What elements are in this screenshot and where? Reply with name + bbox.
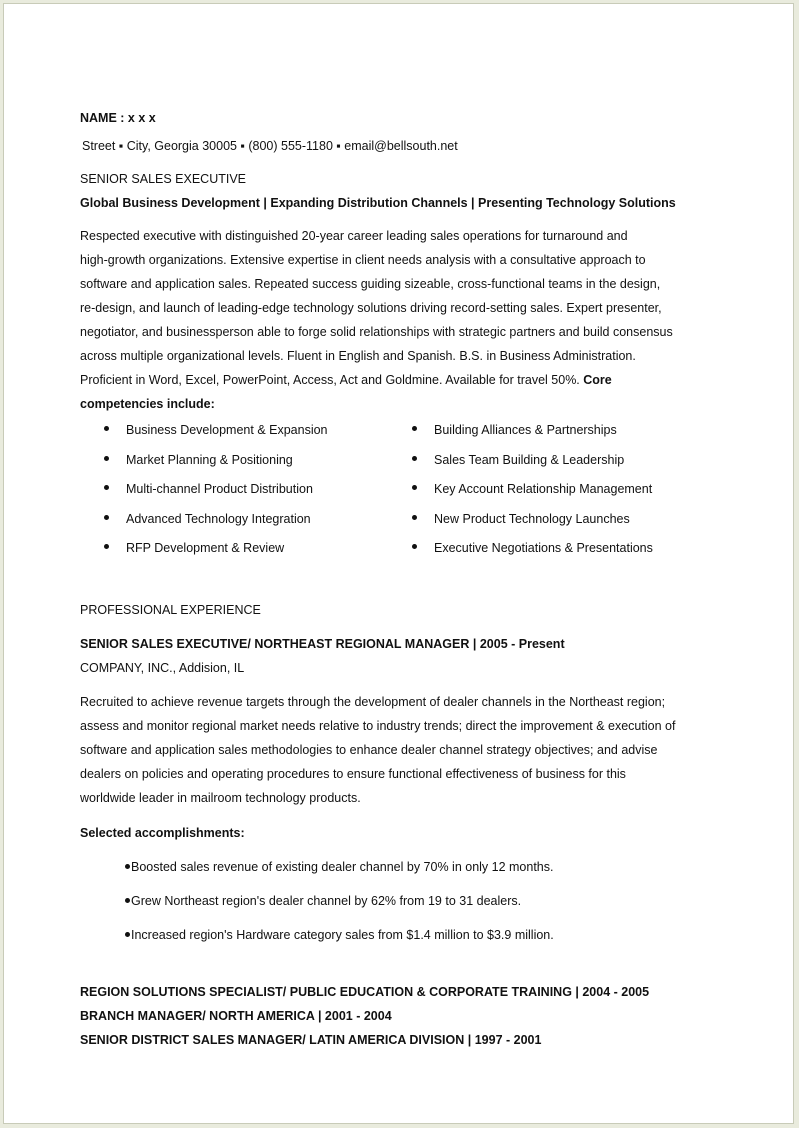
- list-item: Boosted sales revenue of existing dealer channel by 70% in only 12 months.: [125, 859, 554, 893]
- bullet-icon: [412, 426, 417, 431]
- competencies-label: competencies include:: [80, 397, 215, 411]
- role-line: BRANCH MANAGER/ NORTH AMERICA | 2001 - 2004: [80, 1009, 392, 1023]
- bullet-icon: [412, 515, 417, 520]
- job-title: SENIOR SALES EXECUTIVE/ NORTHEAST REGIONAL MANAGER | 2005 - Present: [80, 637, 565, 651]
- bullet-icon: [104, 515, 109, 520]
- summary-paragraph: [80, 224, 673, 416]
- bullet-icon: [412, 456, 417, 461]
- tagline: Global Business Development | Expanding Distribution Channels | Presenting Technology Solutions: [80, 196, 676, 210]
- candidate-name: NAME : x x x: [80, 111, 156, 125]
- summary-line: re-design, and launch of leading-edge technology solutions driving record-setting sales. Expert presenter,: [80, 301, 662, 315]
- list-item: Increased region's Hardware category sales from $1.4 million to $3.9 million.: [125, 927, 554, 961]
- resume-page: NAME : x x x Street ▪ City, Georgia 30005 ▪ (800) 555-1180 ▪ email@bellsouth.net SENIOR SALES EXECUTIVE Global Business Development | Expanding Distribution Channels | Presenting Technology Solutions Respected executive with distinguished 20-year career leading sales operations for turnaround and high-growth organizations. Extensive expertise in client needs analysis with a consultative approach to software and application sales. Repeated success guiding sizeable, cross-functional teams in the design, re-design, and launch of leading-edge technology solutions driving record-setting sales. Expert presenter, negotiator, and businessperson able to forge solid relationships with strategic partners and build consensus across multiple organizational levels. Fluent in English and Spanish. B.S. in Business Administration. Proficient in Word, Excel, PowerPoint, Access, Act and Goldmine. Available for travel 50%. Core competencies include: Business Development & Expansion Market Planning & Positioning Multi-channel Product Distribution Advanced Technology Integration RFP Development & Review Building Alliances & Partnerships Sales Team Building & Leadership Key Account Relationship Management New Product Technology Launches Executive Negotiations & Presentations PROFESSIONAL EXPERIENCE SENIOR SALES EXECUTIVE/ NORTHEAST REGIONAL MANAGER | 2005 - Present COMPANY, INC., Addision, IL Recruited to achieve revenue targets through the development of dealer channels in the Northeast region; assess and monitor regional market needs relative to industry trends; direct the improvement & execution of software and application sales methodologies to enhance dealer channel strategy objectives; and advise dealers on policies and operating procedures to ensure functional effectiveness of business for this worldwide leader in mailroom technology products. Selected accomplishments: Boosted sales revenue of existing dealer channel by 70% in only 12 months. Grew Northeast region's dealer channel by 62% from 19 to 31 dealers. Increased region's Hardware category sales from $1.4 million to $3.9 million. REGION SOLUTIONS SPECIALIST/ PUBLIC EDUCATION & CORPORATE TRAINING | 2004 - 2005 BRANCH MANAGER/ NORTH AMERICA | 2001 - 2004 SENIOR DISTRICT SALES MANAGER/ LATIN AMERICA DIVISION | 1997 - 2001: [3, 3, 794, 1124]
- description-line: software and application sales methodologies to enhance dealer channel strategy objectives; and advise: [80, 743, 658, 757]
- summary-last-line: Proficient in Word, Excel, PowerPoint, Access, Act and Goldmine. Available for travel 50%.: [80, 373, 584, 387]
- description-line: Recruited to achieve revenue targets through the development of dealer channels in the Northeast region;: [80, 695, 666, 709]
- experience-heading: PROFESSIONAL EXPERIENCE: [80, 603, 261, 617]
- summary-line: high-growth organizations. Extensive expertise in client needs analysis with a consultative approach to: [80, 253, 646, 267]
- bullet-icon: [104, 485, 109, 490]
- bullet-icon: [104, 426, 109, 431]
- bullet-icon: [104, 544, 109, 549]
- description-line: dealers on policies and operating procedures to ensure functional effectiveness of business for this: [80, 767, 626, 781]
- summary-line: Respected executive with distinguished 20-year career leading sales operations for turnaround and: [80, 229, 628, 243]
- summary-line: across multiple organizational levels. Fluent in English and Spanish. B.S. in Business Administration.: [80, 349, 636, 363]
- position-title: SENIOR SALES EXECUTIVE: [80, 172, 247, 186]
- bullet-icon: [104, 456, 109, 461]
- previous-roles: [80, 984, 649, 1056]
- bullet-icon: [125, 898, 130, 903]
- core-label: Core: [583, 373, 612, 387]
- role-line: REGION SOLUTIONS SPECIALIST/ PUBLIC EDUCATION & CORPORATE TRAINING | 2004 - 2005: [80, 985, 650, 999]
- summary-line: negotiator, and businessperson able to forge solid relationships with strategic partners and build consensus: [80, 325, 673, 339]
- bullet-icon: [125, 932, 130, 937]
- summary-line: software and application sales. Repeated success guiding sizeable, cross-functional teams in the design,: [80, 277, 661, 291]
- company-name: COMPANY, INC., Addision, IL: [80, 661, 245, 675]
- summary-line: [80, 368, 673, 392]
- list-item: Grew Northeast region's dealer channel by 62% from 19 to 31 dealers.: [125, 893, 554, 927]
- accomplishments-label: Selected accomplishments:: [80, 826, 245, 840]
- bullet-icon: [125, 864, 130, 869]
- bullet-icon: [412, 544, 417, 549]
- description-line: assess and monitor regional market needs relative to industry trends; direct the improvement & execution of: [80, 719, 676, 733]
- accomplishments-list: [125, 859, 554, 961]
- description-line: worldwide leader in mailroom technology products.: [80, 791, 361, 805]
- role-line: SENIOR DISTRICT SALES MANAGER/ LATIN AMERICA DIVISION | 1997 - 2001: [80, 1033, 542, 1047]
- job-description: [80, 690, 675, 810]
- bullet-icon: [412, 485, 417, 490]
- contact-line: Street ▪ City, Georgia 30005 ▪ (800) 555-1180 ▪ email@bellsouth.net: [82, 139, 458, 153]
